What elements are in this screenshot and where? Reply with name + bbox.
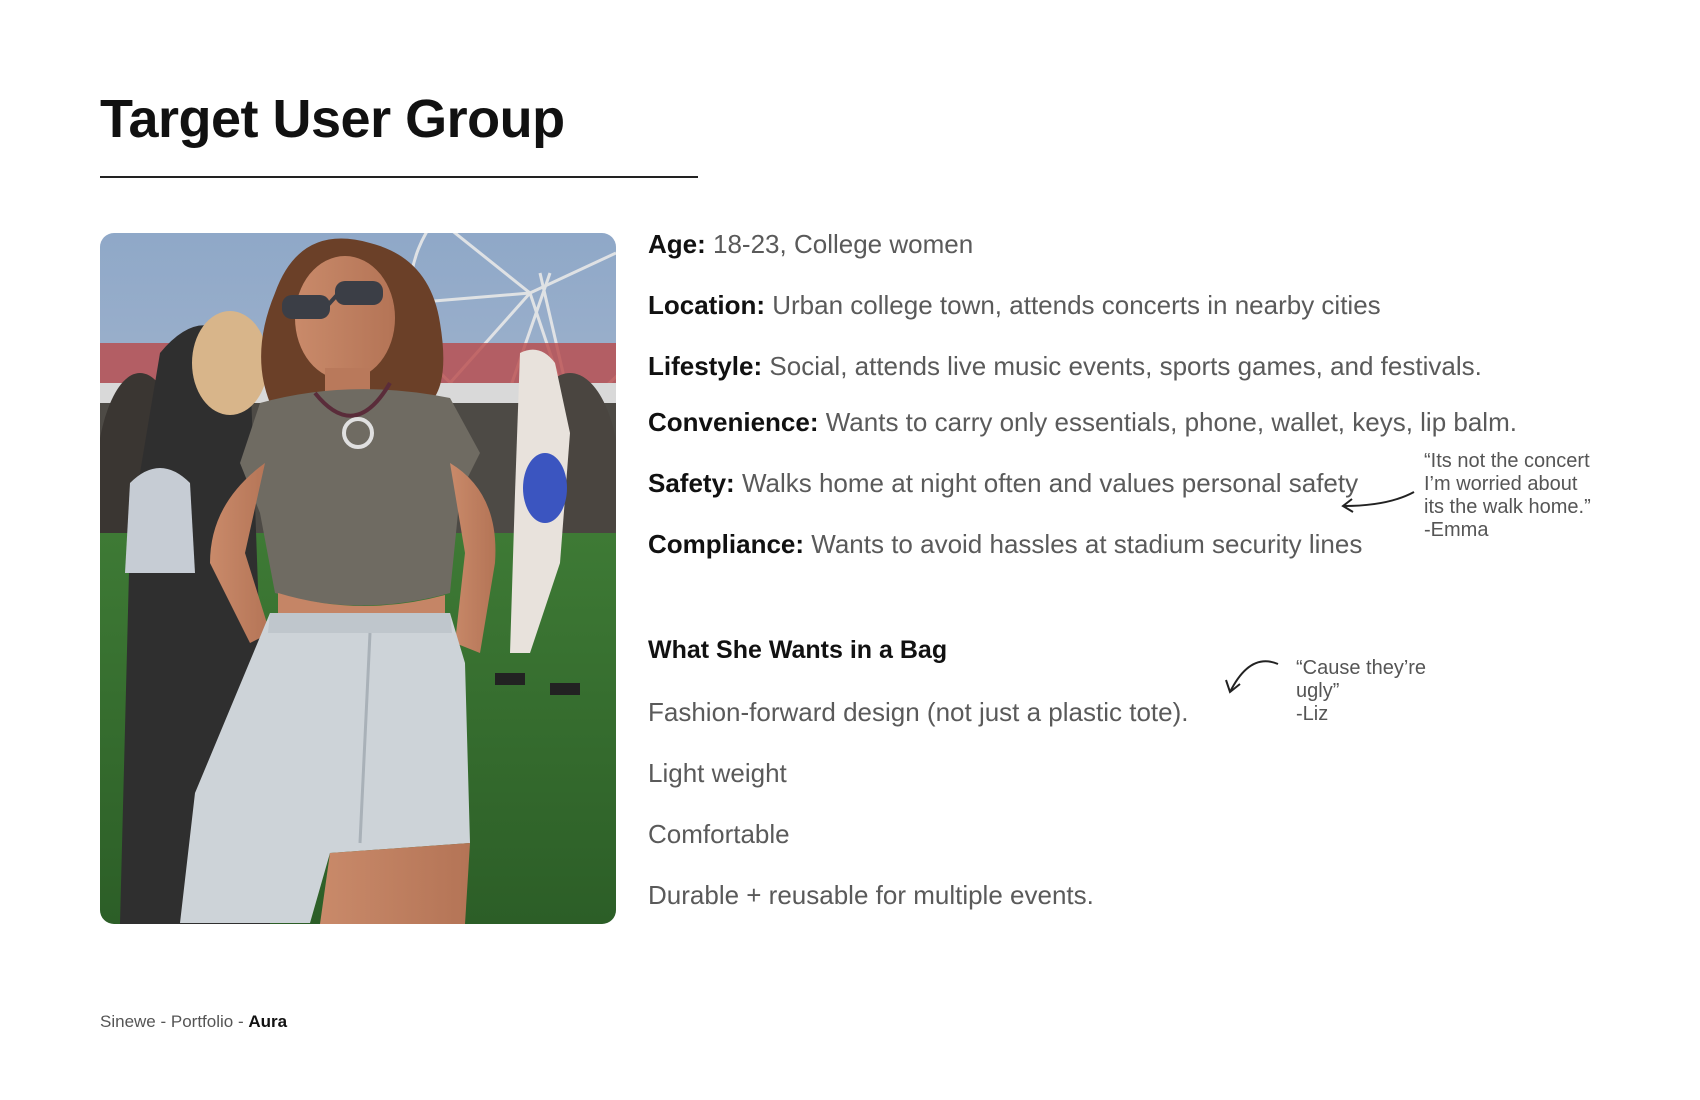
page-title: Target User Group bbox=[100, 89, 565, 149]
footer-brand: Aura bbox=[248, 1012, 288, 1031]
profile-safety bbox=[648, 468, 1358, 498]
persona-photo bbox=[100, 233, 616, 924]
profile-location-label: Location: bbox=[648, 290, 765, 320]
liz-arrow-icon bbox=[1220, 656, 1282, 696]
profile-lifestyle-value: Social, attends live music events, sports games, and festivals. bbox=[769, 351, 1482, 381]
title-divider bbox=[100, 176, 698, 178]
profile-compliance-value: Wants to avoid hassles at stadium security lines bbox=[811, 529, 1363, 559]
profile-compliance bbox=[648, 529, 1362, 559]
quote-liz bbox=[1296, 657, 1426, 726]
quote-liz-line: “Cause they’re bbox=[1296, 657, 1427, 679]
profile-convenience bbox=[648, 407, 1517, 437]
quote-liz-line: ugly” bbox=[1296, 680, 1340, 702]
profile-location-value: Urban college town, attends concerts in nearby cities bbox=[772, 290, 1381, 320]
profile-convenience-label: Convenience: bbox=[648, 407, 819, 437]
profile-age-label: Age: bbox=[648, 229, 706, 259]
profile-location bbox=[648, 290, 1381, 320]
quote-emma-line: I’m worried about bbox=[1424, 473, 1578, 495]
profile-lifestyle bbox=[648, 351, 1482, 381]
profile-age-value: 18-23, College women bbox=[713, 229, 974, 259]
emma-arrow-icon bbox=[1338, 488, 1418, 518]
want-item: Fashion-forward design (not just a plastic tote). bbox=[648, 697, 1189, 727]
quote-liz-author: -Liz bbox=[1296, 703, 1329, 725]
quote-emma bbox=[1424, 450, 1591, 542]
profile-convenience-value: Wants to carry only essentials, phone, wallet, keys, lip balm. bbox=[825, 407, 1517, 437]
footer bbox=[100, 1012, 287, 1032]
want-item: Light weight bbox=[648, 758, 787, 788]
profile-safety-value: Walks home at night often and values personal safety bbox=[741, 468, 1359, 498]
profile-safety-label: Safety: bbox=[648, 468, 735, 498]
quote-emma-author: -Emma bbox=[1424, 519, 1489, 541]
footer-prefix: Sinewe - Portfolio - bbox=[100, 1012, 249, 1031]
quote-emma-line: its the walk home.” bbox=[1424, 496, 1591, 518]
want-item: Durable + reusable for multiple events. bbox=[648, 880, 1094, 910]
wants-heading: What She Wants in a Bag bbox=[648, 636, 948, 664]
profile-age bbox=[648, 229, 973, 259]
profile-lifestyle-label: Lifestyle: bbox=[648, 351, 763, 381]
quote-emma-line: “Its not the concert bbox=[1424, 450, 1590, 472]
want-item: Comfortable bbox=[648, 819, 790, 849]
profile-compliance-label: Compliance: bbox=[648, 529, 805, 559]
